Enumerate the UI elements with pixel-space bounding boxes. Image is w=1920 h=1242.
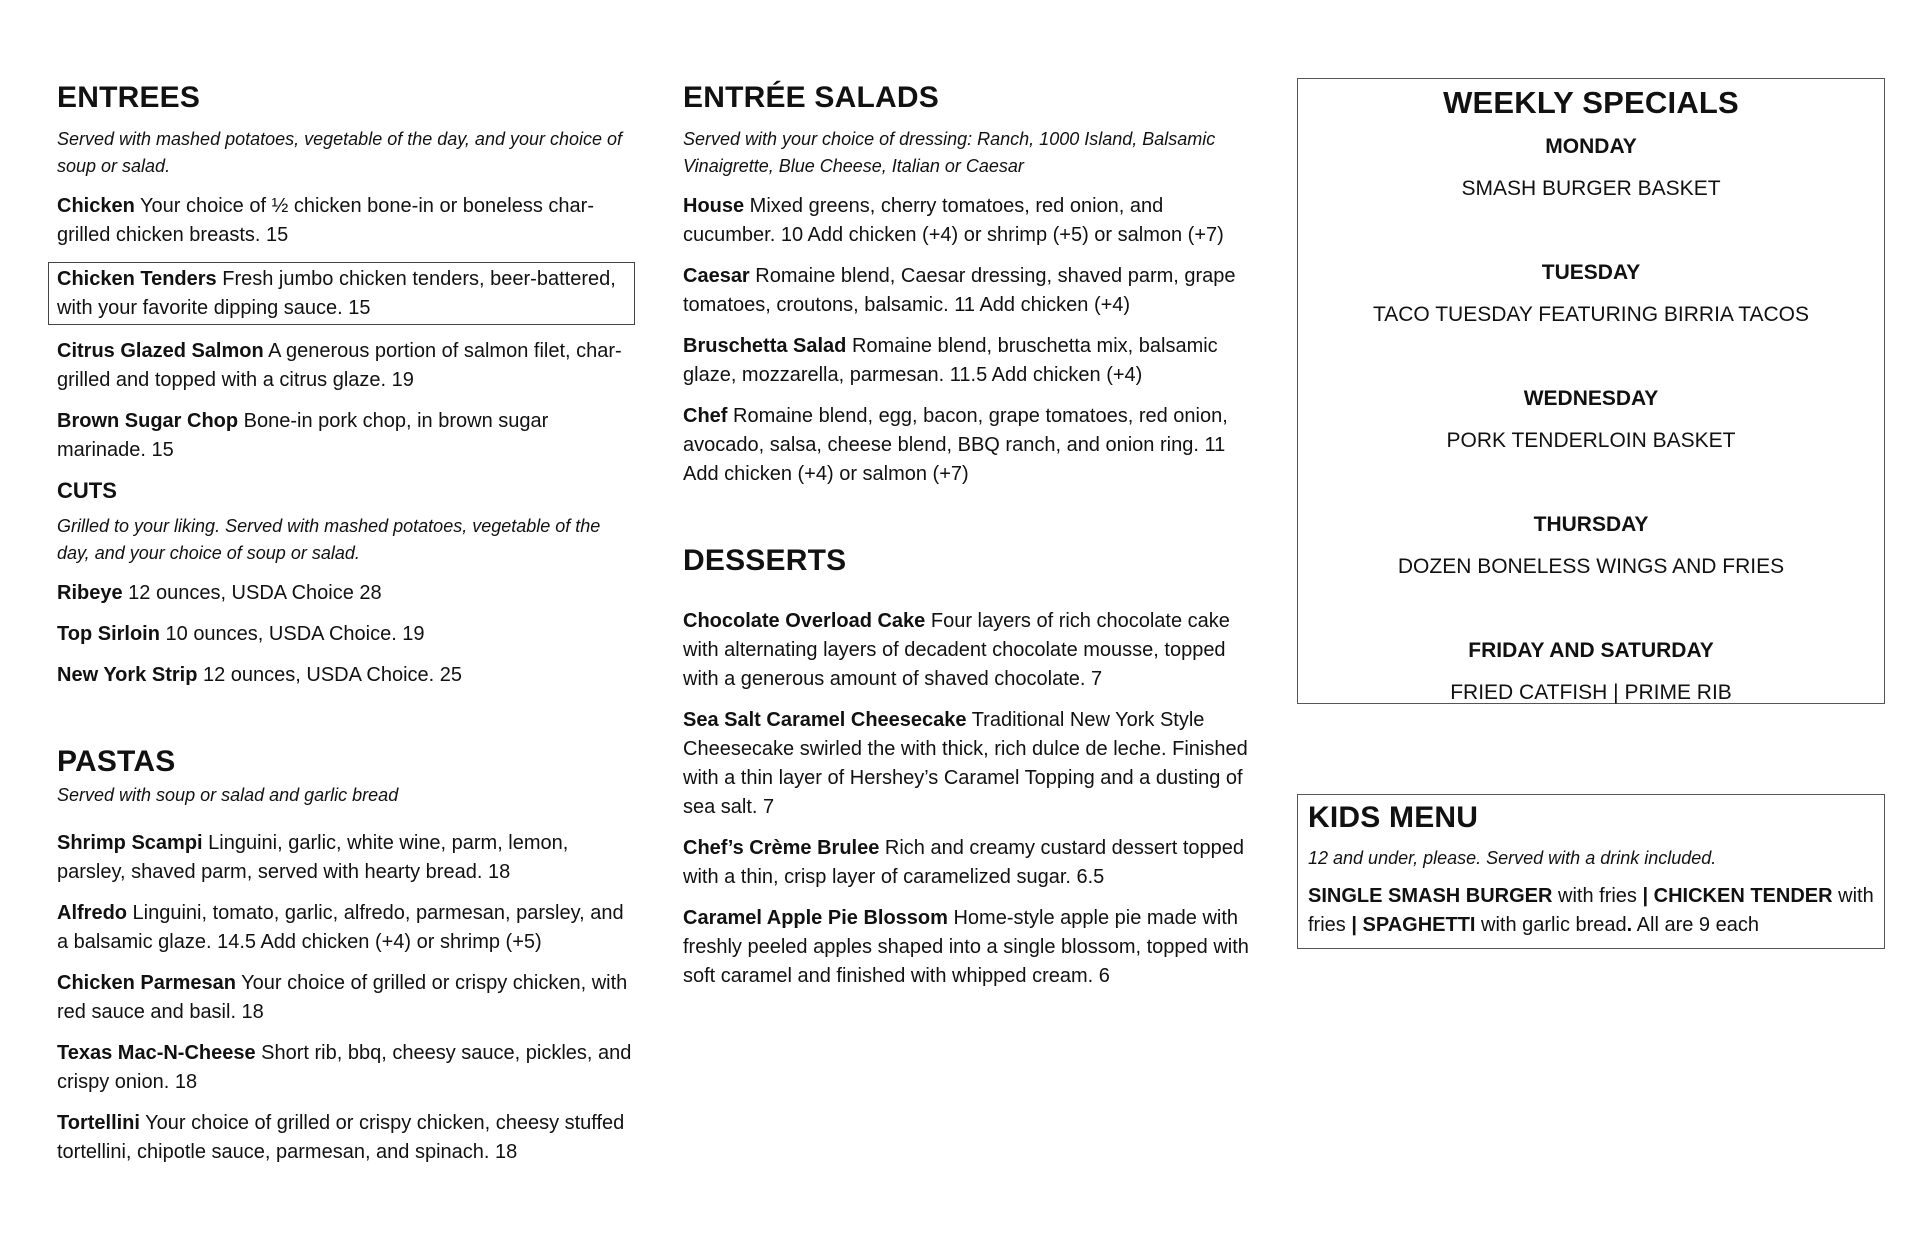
item-desc: A generous portion of salmon filet, char-grilled and topped with a citrus glaze. 19	[57, 340, 622, 391]
menu-item	[683, 607, 1253, 694]
cuts-title: CUTS	[57, 478, 117, 503]
kids-title: KIDS MENU	[1308, 801, 1479, 834]
item-name: Alfredo	[57, 902, 127, 924]
special-item: DOZEN BONELESS WINGS AND FRIES	[1397, 555, 1785, 578]
item-name: Chef	[683, 405, 728, 427]
menu-item	[683, 706, 1253, 822]
item-desc: Rich and creamy custard dessert topped with a thin, crisp layer of caramelized sugar. 6.5	[683, 837, 1244, 888]
left-column	[57, 78, 635, 1167]
menu-item	[57, 661, 635, 690]
day-label: WEDNESDAY	[1523, 387, 1659, 410]
item-desc: Your choice of grilled or crispy chicken, cheesy stuffed tortellini, chipotle sauce, parmesan, and spinach. 18	[57, 1112, 625, 1163]
menu-item	[683, 904, 1253, 991]
kids-menu-box	[1297, 794, 1885, 949]
desserts-title: DESSERTS	[683, 544, 847, 577]
item-name: New York Strip	[57, 664, 198, 686]
kids-item-name: SINGLE SMASH BURGER	[1308, 885, 1553, 907]
cuts-note: Grilled to your liking. Served with mashed potatoes, vegetable of the day, and your choice of soup or salad.	[57, 516, 601, 563]
cuts-section	[57, 477, 635, 690]
item-desc: Linguini, tomato, garlic, alfredo, parmesan, parsley, and a balsamic glaze. 14.5 Add chicken (+4) or shrimp (+5)	[57, 902, 624, 953]
middle-column	[683, 78, 1253, 991]
day-label: FRIDAY AND SATURDAY	[1468, 639, 1714, 662]
salads-note: Served with your choice of dressing: Ranch, 1000 Island, Balsamic Vinaigrette, Blue Cheese, Italian or Caesar	[683, 129, 1216, 176]
item-name: Chicken Parmesan	[57, 972, 236, 994]
special-item: SMASH BURGER BASKET	[1461, 177, 1721, 200]
item-name: Chef’s Crème Brulee	[683, 837, 880, 859]
item-name: Brown Sugar Chop	[57, 410, 239, 432]
salads-title: ENTRÉE SALADS	[683, 81, 939, 114]
menu-item	[683, 262, 1253, 320]
menu-item	[57, 899, 635, 957]
menu-item-highlighted	[48, 262, 635, 325]
specials-title: WEEKLY SPECIALS	[1443, 85, 1739, 120]
item-desc: Short rib, bbq, cheesy sauce, pickles, and crispy onion. 18	[57, 1042, 632, 1093]
item-name: Texas Mac-N-Cheese	[57, 1042, 256, 1064]
menu-item	[57, 969, 635, 1027]
menu-item	[683, 192, 1253, 250]
item-desc: 10 ounces, USDA Choice. 19	[159, 623, 425, 645]
right-column	[1297, 78, 1885, 704]
item-desc: Your choice of grilled or crispy chicken, with red sauce and basil. 18	[57, 972, 628, 1023]
menu-item	[57, 579, 635, 608]
item-desc: Fresh jumbo chicken tenders, beer-battered, with your favorite dipping sauce. 15	[57, 268, 616, 319]
item-name: Shrimp Scampi	[57, 832, 203, 854]
menu-item	[57, 1109, 635, 1167]
menu-item	[683, 834, 1253, 892]
day-label: MONDAY	[1545, 135, 1637, 158]
kids-items	[1308, 882, 1874, 940]
item-name: Sea Salt Caramel Cheesecake	[683, 709, 967, 731]
entrees-note: Served with mashed potatoes, vegetable of the day, and your choice of soup or salad.	[57, 129, 623, 176]
item-desc: Linguini, garlic, white wine, parm, lemon, parsley, shaved parm, served with hearty bread. 18	[57, 832, 569, 883]
kids-item-name: | SPAGHETTI	[1351, 914, 1476, 936]
item-desc: Bone-in pork chop, in brown sugar marinade. 15	[57, 410, 549, 461]
menu-item	[57, 192, 635, 250]
specials-list	[1298, 133, 1884, 707]
menu-item	[57, 620, 635, 649]
menu-item	[57, 407, 635, 465]
special-day	[1298, 511, 1884, 581]
special-item: TACO TUESDAY FEATURING BIRRIA TACOS	[1372, 303, 1810, 326]
item-desc: Romaine blend, Caesar dressing, shaved parm, grape tomatoes, croutons, balsamic. 11 Add chicken (+4)	[683, 265, 1236, 316]
item-name: Bruschetta Salad	[683, 335, 847, 357]
item-name: Chocolate Overload Cake	[683, 610, 926, 632]
item-desc: Home-style apple pie made with freshly peeled apples shaped into a single blossom, topped with soft caramel and finished with whipped cream. 6	[683, 907, 1249, 987]
kids-item-name: .	[1626, 914, 1633, 936]
pastas-section	[57, 742, 635, 1167]
item-name: Caesar	[683, 265, 750, 287]
desserts-section	[683, 541, 1253, 991]
kids-item-text: with fries	[1308, 885, 1874, 936]
menu-item	[683, 402, 1253, 489]
item-name: Top Sirloin	[57, 623, 160, 645]
kids-item-name: | CHICKEN TENDER	[1642, 885, 1833, 907]
menu-item	[57, 829, 635, 887]
item-desc: Your choice of ½ chicken bone-in or boneless char-grilled chicken breasts. 15	[57, 195, 594, 246]
special-day	[1298, 133, 1884, 203]
pastas-note: Served with soup or salad and garlic bread	[57, 785, 399, 805]
item-name: House	[683, 195, 745, 217]
special-day	[1298, 637, 1884, 707]
item-name: Ribeye	[57, 582, 123, 604]
menu-item	[683, 332, 1253, 390]
special-day	[1298, 385, 1884, 455]
item-name: Citrus Glazed Salmon	[57, 340, 264, 362]
item-desc: 12 ounces, USDA Choice. 25	[197, 664, 463, 686]
item-name: Caramel Apple Pie Blossom	[683, 907, 948, 929]
kids-item-text: with garlic bread	[1475, 914, 1627, 936]
item-desc: Mixed greens, cherry tomatoes, red onion, and cucumber. 10 Add chicken (+4) or shrimp (+5) or salmon (+7)	[683, 195, 1224, 246]
pastas-title: PASTAS	[57, 745, 176, 778]
kids-item-text: All are 9 each	[1632, 914, 1759, 936]
item-desc: Traditional New York Style Cheesecake swirled the with thick, rich dulce de leche. Finished with a thin layer of Hershey’s Caramel Topping and a dusting of sea salt. 7	[683, 709, 1248, 818]
menu-item	[57, 337, 635, 395]
special-item: FRIED CATFISH | PRIME RIB	[1450, 681, 1732, 704]
entrees-title: ENTREES	[57, 81, 201, 114]
entrees-section	[57, 78, 635, 465]
salads-section	[683, 78, 1253, 489]
menu-item	[57, 1039, 635, 1097]
weekly-specials-box	[1297, 78, 1885, 704]
special-item: PORK TENDERLOIN BASKET	[1446, 429, 1736, 452]
item-desc: Four layers of rich chocolate cake with alternating layers of decadent chocolate mousse, topped with a generous amount of shaved chocolate. 7	[683, 610, 1230, 690]
item-name: Chicken Tenders	[57, 268, 217, 290]
item-desc: Romaine blend, egg, bacon, grape tomatoes, red onion, avocado, salsa, cheese blend, BBQ ranch, and onion ring. 11 Add chicken (+4) or salmon (+7)	[683, 405, 1228, 485]
item-desc: Romaine blend, bruschetta mix, balsamic glaze, mozzarella, parmesan. 11.5 Add chicken (+4)	[683, 335, 1218, 386]
special-day	[1298, 259, 1884, 329]
item-desc: 12 ounces, USDA Choice 28	[122, 582, 382, 604]
item-name: Tortellini	[57, 1112, 140, 1134]
item-name: Chicken	[57, 195, 135, 217]
day-label: TUESDAY	[1541, 261, 1641, 284]
kids-note: 12 and under, please. Served with a drink included.	[1308, 848, 1717, 868]
day-label: THURSDAY	[1533, 513, 1649, 536]
kids-item-text: with fries	[1552, 885, 1643, 907]
